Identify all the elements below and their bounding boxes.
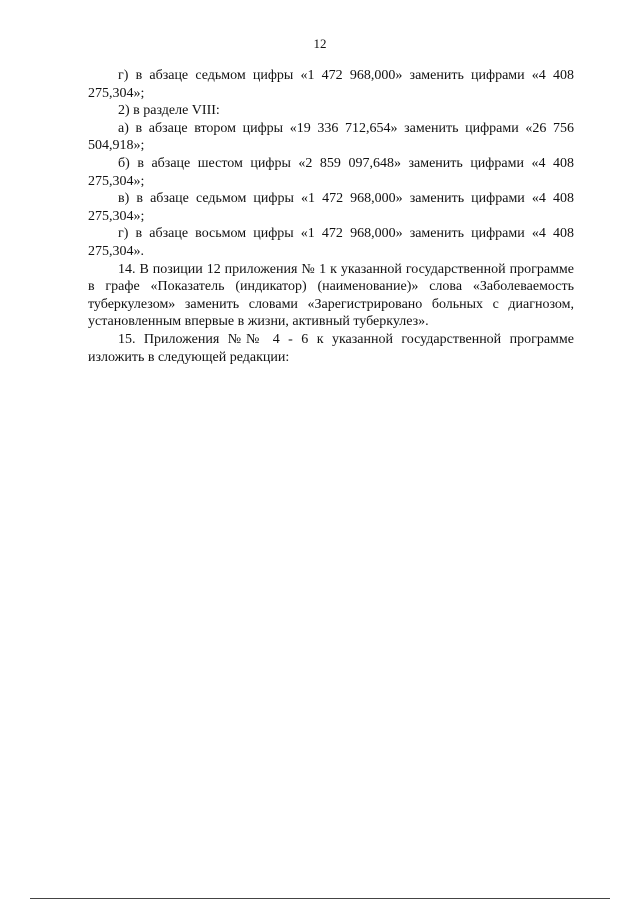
paragraph: а) в абзаце втором цифры «19 336 712,654» заменить цифрами «26 756 504,918»; xyxy=(88,120,574,154)
bottom-divider xyxy=(30,898,610,899)
paragraph: г) в абзаце восьмом цифры «1 472 968,000» заменить цифрами «4 408 275,304». xyxy=(88,226,574,259)
paragraph: в) в абзаце седьмом цифры «1 472 968,000» заменить цифрами «4 408 275,304»; xyxy=(88,191,574,224)
document-body xyxy=(88,67,574,366)
paragraph: 14. В позиции 12 приложения № 1 к указанной государственной программе в графе «Показатель (индикатор) (наименование)» слова «Заболеваемость туберкулезом» заменить словами «Зарегистрировано больных с диагнозом, установленным впервые в жизни, активный туберкулез». xyxy=(88,261,574,330)
paragraph: г) в абзаце седьмом цифры «1 472 968,000» заменить цифрами «4 408 275,304»; xyxy=(88,68,574,101)
paragraph: б) в абзаце шестом цифры «2 859 097,648» заменить цифрами «4 408 275,304»; xyxy=(88,155,574,189)
paragraph: 15. Приложения №№ 4 - 6 к указанной государственной программе изложить в следующей редакции: xyxy=(88,331,574,365)
paragraph: 2) в разделе VIII: xyxy=(118,103,220,119)
page-number: 12 xyxy=(313,36,327,51)
